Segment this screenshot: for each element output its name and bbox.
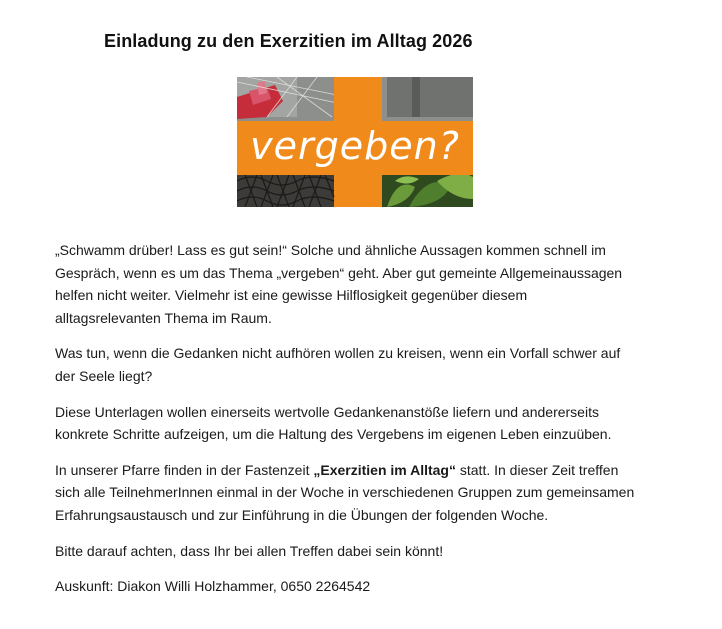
hero-word: vergeben? xyxy=(250,124,460,168)
hero-image xyxy=(237,77,473,207)
text-line: In unserer Pfarre finden in der Fastenzeit xyxy=(55,461,314,478)
text-line: der Seele liegt? xyxy=(55,367,153,384)
paragraph-materials xyxy=(55,401,675,446)
text-line: Bitte darauf achten, dass Ihr bei allen Treffen dabei sein könnt! xyxy=(55,542,444,559)
paragraph-intro xyxy=(55,239,675,329)
text-line: statt. In dieser Zeit treffen xyxy=(455,461,619,478)
text-line: sich alle TeilnehmerInnen einmal in der Woche in verschiedenen Gruppen zum gemeinsamen xyxy=(55,484,635,501)
page-title: Einladung zu den Exerzitien im Alltag 2026 xyxy=(104,31,473,51)
exercises-name-bold: „Exerzitien im Alltag“ xyxy=(313,461,456,478)
text-line: „Schwamm drüber! Lass es gut sein!“ Solche und ähnliche Aussagen kommen schnell im xyxy=(55,242,606,258)
text-line: Diese Unterlagen wollen einerseits wertvolle Gedankenanstöße liefern und andererseits xyxy=(55,403,599,420)
paragraph-exercises xyxy=(55,459,675,527)
text-line: helfen nicht weiter. Vielmehr ist eine gewisse Hilflosigkeit gegenüber diesem xyxy=(55,287,528,304)
net-illustration xyxy=(237,175,334,207)
contact-info: Auskunft: Diakon Willi Holzhammer, 0650 2264542 xyxy=(55,578,371,595)
text-line: Erfahrungsaustausch und zur Einführung in die Übungen der folgenden Woche. xyxy=(55,506,549,523)
text-line: Was tun, wenn die Gedanken nicht aufhören wollen zu kreisen, wenn ein Vorfall schwer auf xyxy=(55,345,621,362)
text-line: alltagsrelevanten Thema im Raum. xyxy=(55,309,272,326)
paragraph-attendance xyxy=(55,540,675,563)
leaves-illustration xyxy=(382,174,473,207)
paragraph-contact xyxy=(55,575,675,598)
body-text xyxy=(55,239,675,611)
paragraph-question xyxy=(55,342,675,387)
text-line: Gespräch, wenn es um das Thema „vergeben“ geht. Aber gut gemeinte Allgemeinaussagen xyxy=(55,264,623,281)
text-line: konkrete Schritte aufzeigen, um die Haltung des Vergebens im eigenen Leben einzuüben. xyxy=(55,426,612,443)
